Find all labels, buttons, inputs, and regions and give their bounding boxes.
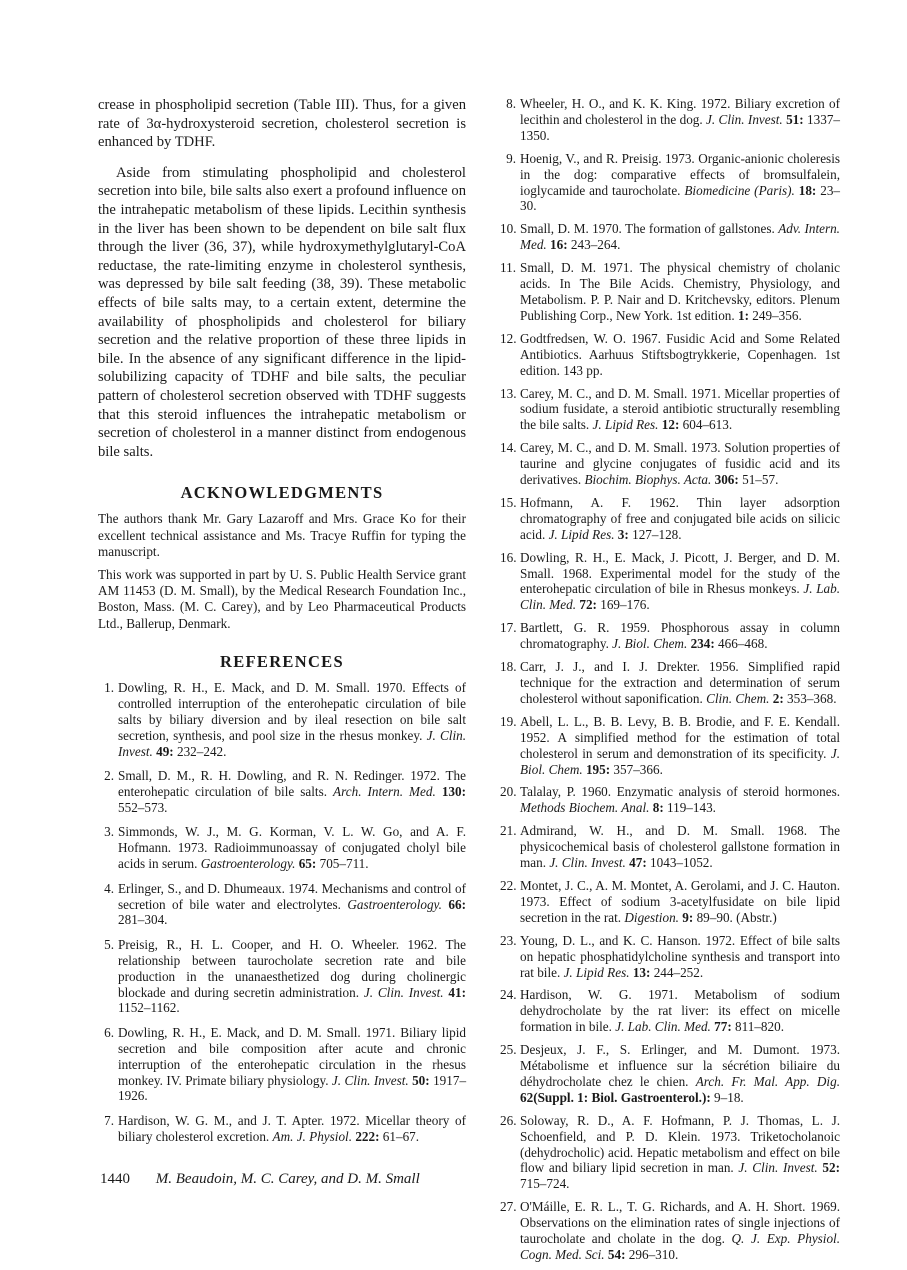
reference-body — [118, 824, 466, 872]
reference-item — [500, 933, 840, 981]
reference-pages: 61–67. — [382, 1128, 420, 1144]
reference-item — [500, 495, 840, 543]
reference-number: 3. — [104, 824, 114, 840]
reference-volume: 50: — [412, 1072, 430, 1088]
reference-volume: 18: — [798, 182, 817, 198]
reference-body — [520, 440, 840, 488]
reference-pages: 243–264. — [570, 237, 621, 253]
reference-text: Small, D. M. 1970. The formation of gallstones. — [520, 221, 775, 237]
reference-journal: Gastroenterology. — [200, 856, 296, 872]
reference-item — [500, 878, 840, 926]
reference-pages: 1152–1162. — [118, 1000, 180, 1016]
reference-item — [500, 659, 840, 707]
reference-journal: J. Lipid Res. — [548, 526, 615, 542]
acknowledgment-paragraph: This work was supported in part by U. S. Public Health Service grant AM 11453 (D. M. Small), by the Medical Research Foundation Inc., Boston, Mass. (M. C. Carey), and by Leo Pharmaceutical Products Ltd., Ballerup, Denmark. — [98, 566, 466, 631]
reference-item — [98, 881, 466, 929]
reference-text: Dowling, R. H., E. Mack, and D. M. Small. 1971. Biliary lipid secretion and bile composition after acute and chronic interruption of the enterohepatic circulation in the rhesus monkey. IV. Primate biliary physiology. — [118, 1024, 466, 1088]
reference-text: Hardison, W. G. 1971. Metabolism of sodium dehydrocholate by the rat liver: its effect on micelle formation in bile. — [520, 987, 840, 1035]
reference-item — [500, 620, 840, 652]
reference-volume: 222: — [355, 1128, 380, 1144]
reference-pages: 244–252. — [653, 964, 704, 980]
reference-item — [98, 768, 466, 816]
reference-item — [500, 440, 840, 488]
reference-volume: 66: — [448, 896, 467, 912]
reference-text: Young, D. L., and K. C. Hanson. 1972. Effect of bile salts on hepatic phosphatidylcholine synthesis and transport into rat bile. — [520, 932, 840, 980]
reference-body — [520, 784, 840, 816]
reference-volume: 47: — [629, 855, 647, 871]
reference-number: 17. — [500, 620, 517, 636]
reference-volume: 72: — [579, 597, 597, 613]
reference-journal: J. Clin. Invest. — [118, 727, 467, 759]
reference-body — [520, 823, 840, 871]
reference-body — [520, 331, 840, 379]
reference-pages: 604–613. — [682, 417, 733, 433]
reference-body — [520, 495, 840, 543]
reference-list-right — [500, 96, 840, 1263]
reference-pages: 466–468. — [718, 636, 768, 652]
reference-number: 7. — [104, 1112, 114, 1128]
reference-text: Dowling, R. H., E. Mack, J. Picott, J. Berger, and D. M. Small. 1968. Experimental model for the study of the enterohepatic circulation of bile in Rhesus monkeys. — [520, 549, 840, 597]
reference-journal: Biomedicine (Paris). — [684, 182, 795, 198]
reference-journal: Arch. Fr. Mal. App. Dig. — [695, 1073, 840, 1089]
reference-volume: 8: — [652, 800, 664, 816]
reference-journal: Clin. Chem. — [706, 690, 770, 706]
reference-body — [520, 878, 840, 926]
reference-number: 27. — [500, 1199, 517, 1215]
reference-body — [520, 550, 840, 614]
reference-text: Small, D. M. 1971. The physical chemistry of cholanic acids. In The Bile Acids. Chemistry, Physiology, and Metabolism. P. P. Nair and D. Kritchevsky, editors. Plenum Publishing Corp., New York. 1st edition. — [520, 260, 840, 323]
reference-number: 26. — [500, 1112, 517, 1128]
reference-volume: 195: — [585, 761, 611, 777]
reference-body — [520, 386, 840, 434]
reference-text: Wheeler, H. O., and K. K. King. 1972. Biliary excretion of lecithin and cholesterol in the dog. — [520, 96, 840, 127]
reference-number: 16. — [500, 549, 517, 565]
reference-volume: 13: — [632, 964, 651, 980]
reference-body — [118, 1113, 466, 1145]
reference-pages: 232–242. — [176, 743, 227, 759]
reference-journal: J. Biol. Chem. — [612, 636, 688, 652]
left-column — [98, 96, 466, 1153]
reference-pages: 127–128. — [632, 526, 682, 542]
reference-item — [500, 1199, 840, 1263]
reference-journal: Q. J. Exp. Physiol. Cogn. Med. Sci. — [520, 1231, 841, 1262]
reference-text: Soloway, R. D., A. F. Hofmann, P. J. Thomas, L. J. Schoenfield, and P. D. Klein. 1973. Triketocholanoic (dehydrocholic) acid. Hepatic metabolism and effect on bile flow and biliary lipid secretion in man. — [520, 1112, 840, 1176]
reference-number: 18. — [500, 659, 517, 675]
reference-journal: J. Lab. Clin. Med. — [615, 1019, 711, 1035]
references-heading: REFERENCES — [220, 652, 344, 672]
reference-text: O'Máille, E. R. L., T. G. Richards, and A. H. Short. 1969. Observations on the elimination rates of single injections of taurocholate and cholate in the dog. — [520, 1199, 840, 1247]
reference-pages: 353–368. — [787, 690, 837, 706]
reference-body — [520, 987, 840, 1035]
reference-number: 5. — [104, 936, 114, 952]
reference-text: Hofmann, A. F. 1962. Thin layer adsorption chromatography of free and conjugated bile acids on silicic acid. — [520, 494, 840, 542]
reference-pages: 705–711. — [319, 856, 369, 872]
reference-journal: J. Clin. Invest. — [363, 984, 444, 1000]
reference-body — [118, 937, 466, 1017]
reference-pages: 296–310. — [628, 1247, 679, 1262]
reference-journal: Gastroenterology. — [347, 896, 442, 912]
reference-text: Bartlett, G. R. 1959. Phosphorous assay in column chromatography. — [520, 620, 840, 652]
reference-text: Hardison, W. G. M., and J. T. Apter. 1972. Micellar theory of biliary cholesterol excretion. — [118, 1112, 466, 1144]
reference-journal: J. Lipid Res. — [592, 417, 659, 433]
reference-number: 12. — [500, 330, 517, 346]
reference-pages: 281–304. — [118, 912, 168, 928]
page-number: 1440 — [100, 1171, 130, 1187]
reference-volume: 52: — [822, 1160, 841, 1176]
reference-text: Talalay, P. 1960. Enzymatic analysis of steroid hormones. — [520, 784, 840, 800]
reference-number: 2. — [104, 768, 114, 784]
reference-item — [500, 96, 840, 144]
body-paragraph: crease in phospholipid secretion (Table III). Thus, for a given rate of 3α-hydroxysteroid secretion, cholesterol secretion is enhanced by TDHF. — [98, 97, 466, 151]
reference-pages: 119–143. — [667, 800, 716, 816]
reference-text: Erlinger, S., and D. Dhumeaux. 1974. Mechanisms and control of secretion of bile water and electrolytes. — [118, 880, 466, 912]
reference-volume: 16: — [550, 237, 568, 253]
reference-volume: 54: — [607, 1247, 626, 1262]
reference-text: Small, D. M., R. H. Dowling, and R. N. Redinger. 1972. The enterohepatic circulation of bile salts. — [118, 768, 466, 800]
reference-number: 10. — [500, 221, 517, 237]
reference-journal: Adv. Intern. Med. — [520, 221, 840, 253]
reference-pages: 23–30. — [520, 182, 840, 214]
reference-item — [500, 823, 840, 871]
reference-volume: 130: — [441, 784, 467, 800]
reference-text: Carey, M. C., and D. M. Small. 1971. Micellar properties of sodium fusidate, a steroid antibiotic structurally resembling the bile salts. — [520, 385, 840, 433]
reference-text: Carey, M. C., and D. M. Small. 1973. Solution properties of taurine and glycine conjugates of fusidic acid and its derivatives. — [520, 440, 840, 488]
acknowledgment-paragraph: The authors thank Mr. Gary Lazaroff and Mrs. Grace Ko for their excellent technical assistance and Ms. Tracye Ruffin for typing the manuscript. — [98, 511, 466, 560]
reference-volume: 306: — [714, 472, 739, 488]
reference-body — [520, 260, 840, 324]
reference-body — [520, 1042, 840, 1106]
reference-body — [520, 1199, 840, 1263]
reference-body — [118, 768, 466, 816]
acknowledgments-heading: ACKNOWLEDGMENTS — [180, 483, 384, 503]
reference-pages: 1337–1350. — [520, 111, 840, 143]
reference-journal: J. Biol. Chem. — [520, 745, 840, 777]
reference-pages: 169–176. — [600, 597, 650, 613]
reference-item — [500, 550, 840, 614]
reference-body — [520, 933, 840, 981]
reference-journal: J. Clin. Invest. — [738, 1160, 818, 1176]
reference-journal: J. Lipid Res. — [563, 964, 630, 980]
reference-journal: Methods Biochem. Anal. — [520, 800, 650, 816]
reference-body — [520, 96, 840, 144]
reference-text: Admirand, W. H., and D. M. Small. 1968. The physicochemical basis of cholesterol gallstone formation in man. — [520, 823, 840, 871]
page-footer — [100, 1171, 600, 1188]
reference-number: 21. — [500, 823, 517, 839]
reference-item — [500, 987, 840, 1035]
reference-item — [500, 386, 840, 434]
right-column — [500, 96, 840, 1270]
reference-item — [500, 331, 840, 379]
reference-number: 15. — [500, 494, 517, 510]
reference-pages: 9–18. — [714, 1089, 744, 1105]
reference-number: 1. — [104, 680, 114, 696]
reference-item — [98, 1025, 466, 1105]
reference-volume: 62(Suppl. 1: Biol. Gastroenterol.): — [520, 1089, 711, 1105]
running-authors: M. Beaudoin, M. C. Carey, and D. M. Small — [155, 1171, 420, 1187]
reference-volume: 1: — [737, 307, 749, 323]
reference-text: Dowling, R. H., E. Mack, and D. M. Small. 1970. Effects of controlled interruption of the enterohepatic circulation of bile salts by biliary diversion and by ileal resection on bile salt secretion, synthesis, and pool size in the rhesus monkey. — [118, 680, 466, 743]
reference-pages: 715–724. — [520, 1176, 570, 1192]
reference-item — [500, 151, 840, 215]
reference-volume: 9: — [682, 909, 694, 925]
reference-pages: 357–366. — [613, 761, 663, 777]
reference-item — [500, 714, 840, 778]
reference-item — [98, 680, 466, 760]
reference-pages: 552–573. — [118, 799, 168, 815]
reference-item — [98, 937, 466, 1017]
reference-body — [520, 659, 840, 707]
reference-body — [520, 620, 840, 652]
reference-journal: Am. J. Physiol. — [272, 1128, 353, 1144]
reference-journal: J. Clin. Invest. — [706, 111, 783, 127]
reference-journal: Biochim. Biophys. Acta. — [584, 472, 712, 488]
reference-body — [118, 680, 466, 760]
reference-number: 20. — [500, 784, 517, 800]
reference-number: 4. — [104, 880, 114, 896]
reference-number: 25. — [500, 1042, 517, 1058]
reference-volume: 77: — [714, 1019, 732, 1035]
reference-pages: 1043–1052. — [650, 855, 713, 871]
reference-item — [98, 1113, 466, 1145]
reference-number: 14. — [500, 440, 517, 456]
reference-text: Hoenig, V., and R. Preisig. 1973. Organic-anionic choleresis in the dog: comparative effects of bromsulfalein, ioglycamide and taurocholate. — [520, 150, 840, 198]
reference-text: Godtfredsen, W. O. 1967. Fusidic Acid and Some Related Antibiotics. Aarhuus Stiftsbogtrykkerie, Copenhagen. 1st edition. 143 pp. — [520, 330, 840, 378]
reference-number: 23. — [500, 932, 517, 948]
reference-text: Desjeux, J. F., S. Erlinger, and M. Dumont. 1973. Métabolisme et influence sur la sécrétion biliaire du déhydrocholate chez le chien. — [520, 1042, 840, 1089]
body-paragraph: Aside from stimulating phospholipid and cholesterol secretion into bile, bile salts also exert a profound influence on the intrahepatic metabolism of these lipids. Lecithin synthesis in the liver has been shown to be dependent on bile salt flux through the liver (36, 37), while hydroxymethylglutaryl-CoA reductase, the rate-limiting enzyme in cholesterol synthesis, was depressed by bile salt feeding (38, 39). These metabolic effects of bile salts may, to a certain extent, determine the availability of phospholipids and cholesterol for biliary secretion and the relative proportion of these three lipids in bile. In the absence of any significant difference in the lipid-solubilizing capacity of TDHF and bile salts, the peculiar pattern of cholesterol secretion observed with TDHF suggests that this steroid influences the intrahepatic metabolism or secretion of cholesterol in a manner distinct from endogenous bile salts. — [98, 164, 466, 460]
reference-number: 11. — [500, 260, 516, 276]
reference-pages: 89–90. (Abstr.) — [696, 909, 777, 925]
reference-text: Preisig, R., H. L. Cooper, and H. O. Wheeler. 1962. The relationship between taurocholate secretion rate and bile production in the unanaesthetized dog during cholinergic blockade and during secretin administration. — [118, 936, 466, 1000]
reference-item — [98, 824, 466, 872]
reference-body — [520, 714, 840, 778]
reference-list-left — [98, 680, 466, 1145]
reference-body — [118, 881, 466, 929]
reference-body — [118, 1025, 466, 1105]
reference-number: 9. — [506, 150, 516, 166]
reference-journal: J. Clin. Invest. — [549, 855, 626, 871]
reference-number: 6. — [104, 1024, 114, 1040]
reference-pages: 1917–1926. — [118, 1072, 467, 1104]
reference-volume: 49: — [156, 743, 174, 759]
reference-volume: 12: — [661, 417, 680, 433]
reference-pages: 249–356. — [752, 307, 802, 323]
reference-number: 19. — [500, 713, 517, 729]
reference-body — [520, 221, 840, 253]
reference-journal: Arch. Intern. Med. — [333, 784, 436, 800]
reference-number: 8. — [506, 96, 516, 111]
reference-journal: Digestion. — [624, 909, 679, 925]
reference-text: Simmonds, W. J., M. G. Korman, V. L. W. Go, and A. F. Hofmann. 1973. Radioimmunoassay of conjugated cholyl bile acids in serum. — [118, 824, 466, 872]
reference-journal: J. Lab. Clin. Med. — [520, 581, 841, 613]
reference-volume: 51: — [786, 111, 804, 127]
reference-number: 22. — [500, 877, 517, 893]
reference-item — [500, 784, 840, 816]
reference-body — [520, 151, 840, 215]
reference-number: 24. — [500, 987, 517, 1003]
reference-pages: 811–820. — [735, 1019, 784, 1035]
reference-volume: 3: — [617, 526, 629, 542]
reference-item — [500, 1042, 840, 1106]
reference-volume: 41: — [448, 984, 467, 1000]
reference-journal: J. Clin. Invest. — [331, 1072, 409, 1088]
reference-volume: 234: — [690, 636, 715, 652]
reference-number: 13. — [500, 385, 517, 401]
reference-text: Carr, J. J., and I. J. Drekter. 1956. Simplified rapid technique for the extraction and determination of serum cholesterol without saponification. — [520, 659, 840, 706]
reference-text: Abell, L. L., B. B. Levy, B. B. Brodie, and F. E. Kendall. 1952. A simplified method for the estimation of total cholesterol in serum and demonstration of its specificity. — [520, 713, 840, 761]
reference-item — [500, 221, 840, 253]
reference-item — [500, 260, 840, 324]
reference-pages: 51–57. — [742, 472, 779, 488]
reference-volume: 65: — [298, 856, 317, 872]
reference-volume: 2: — [772, 690, 784, 706]
reference-text: Montet, J. C., A. M. Montet, A. Gerolami, and J. C. Hauton. 1973. Effect of sodium 3-acetylfusidate on bile lipid secretion in the rat. — [520, 877, 840, 925]
